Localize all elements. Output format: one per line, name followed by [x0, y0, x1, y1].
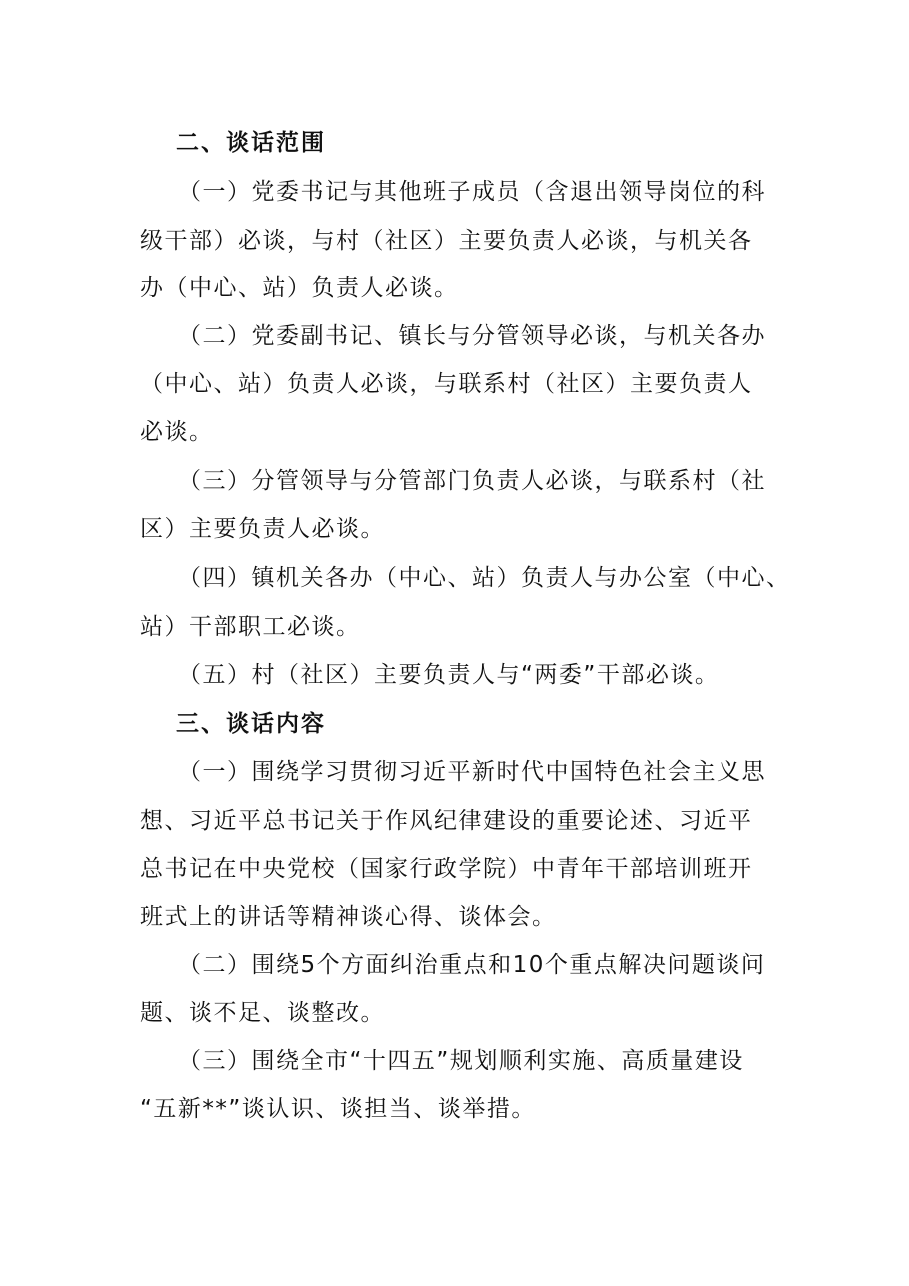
paragraph-line: （五）村（社区）主要负责人与“两委”干部必谈。 — [178, 662, 720, 688]
paragraph-line: （三）围绕全市“十四五”规划顺利实施、高质量建设 — [178, 1048, 744, 1074]
paragraph-line: （一）党委书记与其他班子成员（含退出领导岗位的科 — [178, 179, 766, 205]
paragraph-line: （三）分管领导与分管部门负责人必谈，与联系村（社 — [178, 468, 766, 494]
paragraph-line: （四）镇机关各办（中心、站）负责人与办公室（中心、 — [178, 565, 791, 591]
paragraph-line: 站）干部职工必谈。 — [140, 614, 361, 640]
paragraph-line: 题、谈不足、谈整改。 — [140, 1000, 385, 1026]
section-heading-scope: 二、谈话范围 — [176, 130, 326, 156]
paragraph-line: 区）主要负责人必谈。 — [140, 516, 385, 542]
paragraph-line: 班式上的讲话等精神谈心得、谈体会。 — [140, 904, 557, 930]
paragraph-line: 办（中心、站）负责人必谈。 — [140, 275, 459, 301]
paragraph-line: 级干部）必谈，与村（社区）主要负责人必谈，与机关各 — [140, 228, 753, 254]
section-heading-content: 三、谈话内容 — [176, 711, 326, 737]
paragraph-line: 总书记在中央党校（国家行政学院）中青年干部培训班开 — [140, 856, 753, 882]
paragraph-line: 必谈。 — [140, 419, 214, 445]
paragraph-line: （二）围绕5个方面纠治重点和10个重点解决问题谈问 — [178, 952, 766, 978]
paragraph-line: （二）党委副书记、镇长与分管领导必谈，与机关各办 — [178, 323, 766, 349]
paragraph-line: （一）围绕学习贯彻习近平新时代中国特色社会主义思 — [178, 759, 766, 785]
paragraph-line: 想、习近平总书记关于作风纪律建设的重要论述、习近平 — [140, 808, 753, 834]
paragraph-line: “五新**”谈认识、谈担当、谈举措。 — [140, 1096, 536, 1122]
paragraph-line: （中心、站）负责人必谈，与联系村（社区）主要负责人 — [140, 371, 753, 397]
